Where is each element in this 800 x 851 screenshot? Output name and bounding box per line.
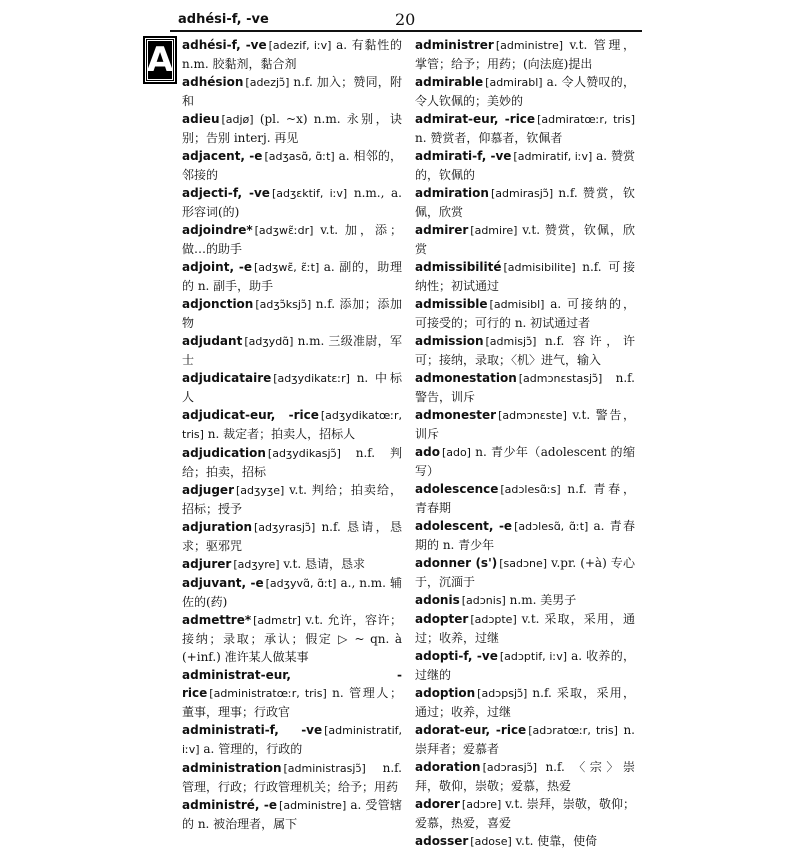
entry-headword: adosser bbox=[415, 834, 469, 848]
entry-definition: n.f. 容许，许可；接纳，录取；〈机〉进气，输入 bbox=[415, 334, 635, 367]
entry-definition: n.f. 赞赏，钦佩，欣赏 bbox=[415, 186, 635, 219]
entry-phonetic: [admirasjɔ̃] bbox=[490, 187, 554, 200]
entry-phonetic: [adʒyvɑ̃, ɑ̃ːt] bbox=[265, 577, 337, 590]
entry-phonetic: [sadɔne] bbox=[499, 557, 548, 570]
entry-definition: a. 令人赞叹的，令人钦佩的；美妙的 bbox=[415, 75, 635, 108]
entry-phonetic: [administrasjɔ̃] bbox=[283, 762, 366, 775]
entry-headword: adjacent, -e bbox=[182, 149, 263, 163]
entry-headword: adonis bbox=[415, 593, 460, 607]
entry-phonetic: [adʒwɛ̃ːdr] bbox=[254, 224, 314, 237]
entry-phonetic: [adɔrasjɔ̃] bbox=[482, 761, 538, 774]
entry-phonetic: [adʒyrasjɔ̃] bbox=[254, 521, 316, 534]
entry-phonetic: [administre] bbox=[279, 799, 347, 812]
entry-phonetic: [admɔnɛste] bbox=[498, 409, 567, 422]
entry-definition: v.t. 警告，训斥 bbox=[415, 408, 635, 441]
entry-definition: n.f. 可接纳性；初试通过 bbox=[415, 260, 635, 293]
entry-headword: administration bbox=[182, 761, 282, 775]
entry-definition: n.f. 青春，青春期 bbox=[415, 482, 635, 515]
entry-definition: n. 中标人 bbox=[182, 371, 402, 404]
entry-phonetic: [admɛtr] bbox=[253, 614, 301, 627]
dictionary-entry bbox=[182, 73, 402, 110]
entry-phonetic: [adɔre] bbox=[461, 798, 502, 811]
dictionary-entry bbox=[415, 647, 635, 684]
entry-phonetic: [admisibl] bbox=[489, 298, 545, 311]
dictionary-entry bbox=[182, 796, 402, 833]
entry-definition: n.f. 恳请，恳求；驱邪咒 bbox=[182, 520, 402, 553]
dictionary-entry bbox=[182, 295, 402, 332]
dictionary-entry bbox=[182, 221, 402, 258]
entry-phonetic: [adezif, iːv] bbox=[268, 39, 332, 52]
entry-definition: n.f. 管理，行政；行政管理机关；给予；用药 bbox=[182, 761, 402, 794]
dictionary-entry bbox=[415, 369, 635, 406]
dictionary-entry bbox=[415, 295, 635, 332]
dictionary-entry bbox=[182, 611, 402, 666]
entry-headword: adoption bbox=[415, 686, 476, 700]
dictionary-entry bbox=[182, 36, 402, 73]
entry-definition: n.f. 添加；添加物 bbox=[182, 297, 402, 330]
entry-phonetic: [adɔratœːr, tris] bbox=[528, 724, 618, 737]
entry-definition: a. 相邻的，邻接的 bbox=[182, 149, 402, 182]
entry-definition: a. 可接纳的，可接受的；可行的 n. 初试通过者 bbox=[415, 297, 635, 330]
entry-headword: adorat-eur, -rice bbox=[415, 723, 527, 737]
entry-phonetic: [admisjɔ̃] bbox=[485, 335, 537, 348]
dictionary-entry bbox=[415, 610, 635, 647]
letter-tab-label: A bbox=[146, 40, 174, 80]
entry-headword: admirable bbox=[415, 75, 484, 89]
entry-phonetic: [admiratœːr, tris] bbox=[537, 113, 635, 126]
entry-definition: (pl. ~x) n.m. 永别，诀别；告别 interj. 再见 bbox=[182, 112, 402, 145]
guide-word: adhési-f, -ve bbox=[178, 12, 269, 27]
entry-headword: ado bbox=[415, 445, 440, 459]
entry-definition: v.t. 恳请，恳求 bbox=[283, 557, 365, 571]
dictionary-entry bbox=[415, 36, 635, 73]
entry-definition: a. 受管辖的 n. 被治理者，属下 bbox=[182, 798, 402, 831]
entry-phonetic: [admire] bbox=[470, 224, 518, 237]
entry-phonetic: [adɔpsjɔ̃] bbox=[477, 687, 528, 700]
dictionary-entry bbox=[182, 444, 402, 481]
entry-headword: administré, -e bbox=[182, 798, 278, 812]
entry-phonetic: [adjø] bbox=[221, 113, 254, 126]
entry-phonetic: [adose] bbox=[470, 835, 512, 848]
dictionary-entry bbox=[415, 258, 635, 295]
dictionary-entry bbox=[182, 759, 402, 796]
entry-definition: n.f. 加入；赞同，附和 bbox=[182, 75, 402, 108]
dictionary-entry bbox=[415, 110, 635, 147]
entry-phonetic: [adʒydikatɛːr] bbox=[273, 372, 350, 385]
entry-phonetic: [adɔlesɑ̃ːs] bbox=[500, 483, 561, 496]
entry-headword: adjudication bbox=[182, 446, 266, 460]
entry-headword: admissibilité bbox=[415, 260, 502, 274]
right-column bbox=[415, 36, 635, 851]
dictionary-entry bbox=[415, 147, 635, 184]
entry-definition: n. 裁定者；拍卖人，招标人 bbox=[207, 427, 356, 441]
entry-headword: adjudicat-eur, -rice bbox=[182, 408, 319, 422]
dictionary-entry bbox=[182, 406, 402, 444]
entry-headword: administrat-eur, -rice bbox=[182, 668, 402, 700]
entry-headword: adjuration bbox=[182, 520, 252, 534]
entry-headword: adopti-f, -ve bbox=[415, 649, 498, 663]
dictionary-entry bbox=[182, 147, 402, 184]
entry-headword: adonner (s') bbox=[415, 556, 498, 570]
dictionary-entry bbox=[415, 221, 635, 258]
entry-definition: n.f. 采取，采用，通过；收养，过继 bbox=[415, 686, 635, 719]
entry-phonetic: [adʒɛktif, iːv] bbox=[271, 187, 348, 200]
entry-phonetic: [admisibilite] bbox=[503, 261, 576, 274]
entry-phonetic: [admirabl] bbox=[485, 76, 543, 89]
entry-headword: adjurer bbox=[182, 557, 232, 571]
entry-headword: adjoindre* bbox=[182, 223, 253, 237]
entry-phonetic: [adʒydikatœːr, tris] bbox=[182, 409, 402, 441]
entry-definition: a., n.m. 辅佐的(药) bbox=[182, 576, 402, 609]
entry-headword: admettre* bbox=[182, 613, 252, 627]
entry-definition: n. 青少年（adolescent 的缩写） bbox=[415, 445, 635, 478]
dictionary-entry bbox=[415, 758, 635, 795]
entry-phonetic: [adʒydɑ̃] bbox=[244, 335, 294, 348]
entry-phonetic: [adɔptif, iːv] bbox=[499, 650, 567, 663]
entry-definition: v.t. 崇拜，崇敬，敬仰；爱慕，热爱，喜爱 bbox=[415, 797, 635, 830]
entry-headword: admirati-f, -ve bbox=[415, 149, 512, 163]
entry-phonetic: [adʒyʒe] bbox=[236, 484, 285, 497]
entry-definition: n.f. 警告，训斥 bbox=[415, 371, 635, 404]
entry-phonetic: [adɔpte] bbox=[470, 613, 517, 626]
entry-definition: n.m. 美男子 bbox=[509, 593, 577, 607]
entry-phonetic: [adezjɔ̃] bbox=[245, 76, 290, 89]
entry-headword: adieu bbox=[182, 112, 220, 126]
entry-headword: admiration bbox=[415, 186, 489, 200]
entry-headword: admirat-eur, -rice bbox=[415, 112, 536, 126]
entry-definition: n.m. 三级准尉，军士 bbox=[182, 334, 402, 367]
entry-definition: v.t. 赞赏，钦佩，欣赏 bbox=[415, 223, 635, 256]
entry-headword: admonester bbox=[415, 408, 497, 422]
dictionary-entry bbox=[182, 574, 402, 611]
entry-definition: n.m., a. 形容词(的) bbox=[182, 186, 402, 219]
dictionary-entry bbox=[182, 481, 402, 518]
entry-headword: adjonction bbox=[182, 297, 254, 311]
dictionary-entry bbox=[415, 554, 635, 591]
letter-tab bbox=[145, 38, 175, 82]
dictionary-entry bbox=[182, 258, 402, 295]
dictionary-entry bbox=[182, 518, 402, 555]
entry-headword: adjuvant, -e bbox=[182, 576, 264, 590]
entry-headword: adhésion bbox=[182, 75, 244, 89]
dictionary-entry bbox=[415, 184, 635, 221]
entry-definition: n.f. 〈宗〉崇拜，敬仰，崇敬；爱慕，热爱 bbox=[415, 760, 635, 793]
entry-definition: a. 管理的，行政的 bbox=[203, 742, 303, 756]
entry-headword: adolescence bbox=[415, 482, 499, 496]
dictionary-entry bbox=[182, 721, 402, 759]
entry-phonetic: [admɔnɛstasjɔ̃] bbox=[518, 372, 603, 385]
entry-phonetic: [administratif, iːv] bbox=[182, 724, 402, 756]
left-column bbox=[182, 36, 402, 833]
entry-phonetic: [ado] bbox=[441, 446, 471, 459]
dictionary-entry bbox=[415, 721, 635, 758]
dictionary-entry bbox=[415, 517, 635, 554]
entry-definition: n.f. 判给；拍卖，招标 bbox=[182, 446, 402, 479]
entry-headword: administrer bbox=[415, 38, 494, 52]
dictionary-entry bbox=[415, 443, 635, 480]
entry-phonetic: [adɔnis] bbox=[461, 594, 506, 607]
entry-phonetic: [adʒyre] bbox=[233, 558, 280, 571]
entry-phonetic: [adʒɔ̃ksjɔ̃] bbox=[255, 298, 312, 311]
entry-definition: n. 崇拜者；爱慕者 bbox=[415, 723, 635, 756]
page-header bbox=[170, 12, 645, 30]
dictionary-entry bbox=[182, 369, 402, 406]
dictionary-entry bbox=[182, 184, 402, 221]
entry-phonetic: [administratœːr, tris] bbox=[209, 687, 327, 700]
dictionary-entry bbox=[182, 110, 402, 147]
entry-definition: a. 赞赏的，钦佩的 bbox=[415, 149, 635, 182]
entry-definition: v.t. 使靠，使倚 bbox=[515, 834, 598, 848]
entry-definition: v.t. 判给；拍卖给，招标；授予 bbox=[182, 483, 402, 516]
entry-definition: a. 副的，助理的 n. 副手，助手 bbox=[182, 260, 402, 293]
entry-phonetic: [adʒwɛ̃, ɛ̃ːt] bbox=[253, 261, 320, 274]
entry-definition: n. 赞赏者，仰慕者，钦佩者 bbox=[415, 131, 563, 145]
entry-phonetic: [adʒydikasjɔ̃] bbox=[267, 447, 341, 460]
dictionary-entry bbox=[415, 73, 635, 110]
entry-definition: v.pr. (+à) 专心于，沉湎于 bbox=[415, 556, 635, 589]
dictionary-entry bbox=[415, 795, 635, 832]
entry-headword: adjecti-f, -ve bbox=[182, 186, 270, 200]
entry-headword: admissible bbox=[415, 297, 488, 311]
entry-definition: v.t. 管理，掌管；给予；用药；(向法庭)提出 bbox=[415, 38, 635, 71]
dictionary-entry bbox=[415, 832, 635, 851]
page-number: 20 bbox=[395, 10, 416, 29]
entry-headword: adorer bbox=[415, 797, 460, 811]
entry-headword: administrati-f, -ve bbox=[182, 723, 323, 737]
entry-phonetic: [admiratif, iːv] bbox=[513, 150, 593, 163]
entry-headword: admission bbox=[415, 334, 484, 348]
entry-headword: adjudicataire bbox=[182, 371, 272, 385]
dictionary-entry bbox=[182, 555, 402, 574]
entry-headword: adoration bbox=[415, 760, 481, 774]
entry-definition: a. 有黏性的 n.m. 胶黏剂，黏合剂 bbox=[182, 38, 402, 71]
entry-phonetic: [administre] bbox=[495, 39, 564, 52]
entry-definition: v.t. 允许，容许；接纳；录取；承认；假定 ▷ ~ qn. à (+inf.) 准许某人做某事 bbox=[182, 613, 402, 664]
dictionary-entry bbox=[182, 332, 402, 369]
entry-headword: adhési-f, -ve bbox=[182, 38, 267, 52]
entry-headword: adjudant bbox=[182, 334, 243, 348]
dictionary-entry bbox=[415, 406, 635, 443]
entry-definition: v.t. 加，添；做…的助手 bbox=[182, 223, 402, 256]
entry-headword: adjuger bbox=[182, 483, 234, 497]
entry-definition: a. 青春期的 n. 青少年 bbox=[415, 519, 635, 552]
entry-headword: adolescent, -e bbox=[415, 519, 513, 533]
entry-phonetic: [adʒasɑ̃, ɑ̃ːt] bbox=[264, 150, 335, 163]
entry-phonetic: [adɔlesɑ̃, ɑ̃ːt] bbox=[514, 520, 589, 533]
dictionary-entry bbox=[415, 591, 635, 610]
dictionary-entry bbox=[415, 684, 635, 721]
entry-definition: a. 收养的，过继的 bbox=[415, 649, 635, 682]
entry-headword: admonestation bbox=[415, 371, 517, 385]
entry-headword: adjoint, -e bbox=[182, 260, 252, 274]
entry-definition: n. 管理人；董事，理事；行政官 bbox=[182, 686, 402, 719]
entry-headword: adopter bbox=[415, 612, 469, 626]
entry-headword: admirer bbox=[415, 223, 469, 237]
dictionary-entry bbox=[415, 332, 635, 369]
header-rule bbox=[170, 30, 642, 32]
entry-definition: v.t. 采取，采用，通过；收养，过继 bbox=[415, 612, 635, 645]
dictionary-entry bbox=[415, 480, 635, 517]
dictionary-entry bbox=[182, 666, 402, 721]
